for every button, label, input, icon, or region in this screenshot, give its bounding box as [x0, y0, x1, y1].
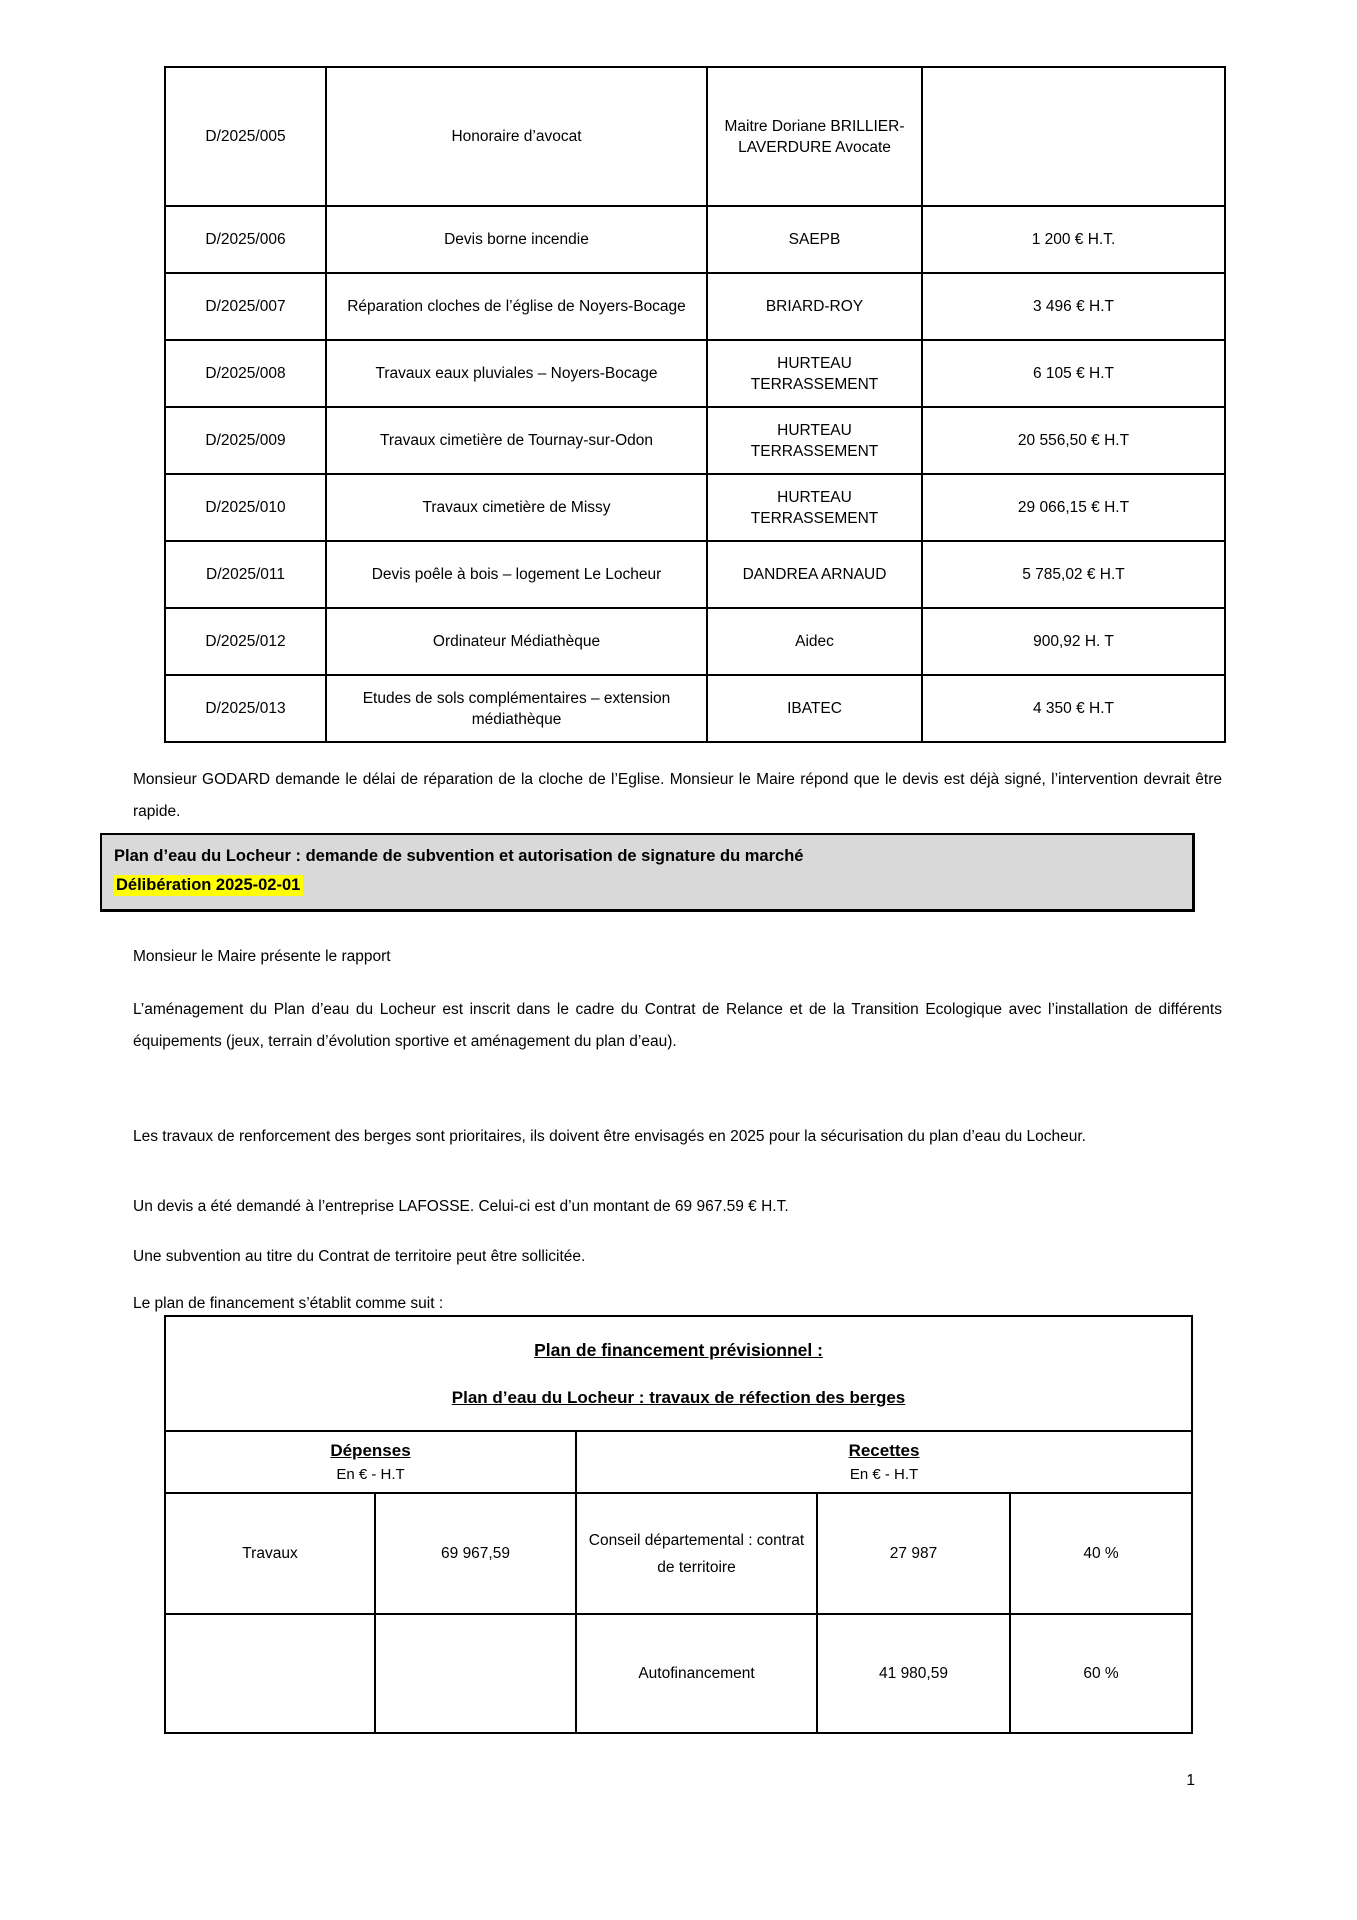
- depense-amount: [375, 1614, 576, 1733]
- financing-title-row: [165, 1316, 1192, 1431]
- financing-subtitle: Plan d’eau du Locheur : travaux de réfection des berges: [451, 1387, 906, 1407]
- decision-id: D/2025/008: [165, 340, 326, 407]
- decision-description: Devis borne incendie: [326, 206, 707, 273]
- decision-contractor: HURTEAU TERRASSEMENT: [707, 407, 922, 474]
- decision-contractor: SAEPB: [707, 206, 922, 273]
- decisions-table: [164, 66, 1226, 743]
- decision-id: D/2025/005: [165, 67, 326, 206]
- recettes-header-cell: [576, 1431, 1192, 1493]
- financing-row: [165, 1614, 1192, 1733]
- paragraph-devis: Un devis a été demandé à l’entreprise LAFOSSE. Celui-ci est d’un montant de 69 967.59 € H.T.: [133, 1197, 789, 1215]
- decision-amount: 6 105 € H.T: [922, 340, 1225, 407]
- table-row: [165, 340, 1225, 407]
- decision-amount: 900,92 H. T: [922, 608, 1225, 675]
- decision-amount: 1 200 € H.T.: [922, 206, 1225, 273]
- decision-id: D/2025/012: [165, 608, 326, 675]
- paragraph-berges: Les travaux de renforcement des berges sont prioritaires, ils doivent être envisagés en 2025 pour la sécurisation du plan d’eau du Locheur.: [133, 1127, 1086, 1145]
- financing-row: [165, 1493, 1192, 1614]
- decision-contractor: BRIARD-ROY: [707, 273, 922, 340]
- depense-amount: 69 967,59: [375, 1493, 576, 1614]
- decision-description: Honoraire d’avocat: [326, 67, 707, 206]
- decision-contractor: HURTEAU TERRASSEMENT: [707, 340, 922, 407]
- decision-contractor: IBATEC: [707, 675, 922, 742]
- decision-description: Réparation cloches de l’église de Noyers-Bocage: [326, 273, 707, 340]
- deliberation-line: [114, 871, 1180, 900]
- paragraph-godard: Monsieur GODARD demande le délai de réparation de la cloche de l’Eglise. Monsieur le Maire répond que le devis est déjà signé, l’intervention devrait être rapide.: [133, 770, 1222, 820]
- decision-amount: 3 496 € H.T: [922, 273, 1225, 340]
- decision-amount: [922, 67, 1225, 206]
- decision-description: Travaux eaux pluviales – Noyers-Bocage: [326, 340, 707, 407]
- table-row: [165, 273, 1225, 340]
- table-row: [165, 474, 1225, 541]
- recette-percent: 40 %: [1010, 1493, 1192, 1614]
- decision-description: Ordinateur Médiathèque: [326, 608, 707, 675]
- depenses-header-cell: [165, 1431, 576, 1493]
- table-row: [165, 67, 1225, 206]
- decision-id: D/2025/011: [165, 541, 326, 608]
- decision-id: D/2025/009: [165, 407, 326, 474]
- decision-amount: 29 066,15 € H.T: [922, 474, 1225, 541]
- recette-amount: 27 987: [817, 1493, 1010, 1614]
- financing-title: Plan de financement prévisionnel :: [534, 1339, 823, 1360]
- decision-id: D/2025/007: [165, 273, 326, 340]
- recettes-header: Recettes: [848, 1441, 920, 1460]
- depense-label: Travaux: [165, 1493, 375, 1614]
- decision-description: Travaux cimetière de Tournay-sur-Odon: [326, 407, 707, 474]
- decision-description: Devis poêle à bois – logement Le Locheur: [326, 541, 707, 608]
- decision-id: D/2025/010: [165, 474, 326, 541]
- decision-description: Travaux cimetière de Missy: [326, 474, 707, 541]
- deliberation-highlight: Délibération 2025-02-01: [114, 875, 303, 896]
- decision-id: D/2025/013: [165, 675, 326, 742]
- recette-percent: 60 %: [1010, 1614, 1192, 1733]
- decision-id: D/2025/006: [165, 206, 326, 273]
- financing-header-row: [165, 1431, 1192, 1493]
- recettes-unit: En € - H.T: [849, 1466, 919, 1483]
- table-row: [165, 541, 1225, 608]
- section-title: Plan d’eau du Locheur : demande de subvention et autorisation de signature du marché: [114, 847, 804, 865]
- table-row: [165, 206, 1225, 273]
- paragraph-rapport: Monsieur le Maire présente le rapport: [133, 947, 391, 965]
- table-row: [165, 407, 1225, 474]
- paragraph-plan-intro: Le plan de financement s’établit comme suit :: [133, 1294, 444, 1312]
- decision-amount: 5 785,02 € H.T: [922, 541, 1225, 608]
- financing-table: [164, 1315, 1193, 1734]
- recette-amount: 41 980,59: [817, 1614, 1010, 1733]
- paragraph-subvention: Une subvention au titre du Contrat de territoire peut être sollicitée.: [133, 1247, 586, 1265]
- depenses-unit: En € - H.T: [336, 1466, 405, 1483]
- table-row: [165, 608, 1225, 675]
- table-row: [165, 675, 1225, 742]
- decision-amount: 4 350 € H.T: [922, 675, 1225, 742]
- decision-contractor: HURTEAU TERRASSEMENT: [707, 474, 922, 541]
- paragraph-amenagement: L’aménagement du Plan d’eau du Locheur est inscrit dans le cadre du Contrat de Relance et de la Transition Ecologique avec l’installation de différents équipements (jeux, terrain d’évolution sportive et aménagement du plan d’eau).: [133, 1000, 1222, 1050]
- recette-label: Conseil départemental : contrat de territoire: [576, 1493, 817, 1614]
- decision-contractor: Aidec: [707, 608, 922, 675]
- decision-amount: 20 556,50 € H.T: [922, 407, 1225, 474]
- page-number: 1: [1186, 1772, 1195, 1789]
- decision-contractor: DANDREA ARNAUD: [707, 541, 922, 608]
- section-header: [100, 833, 1195, 912]
- depense-label: [165, 1614, 375, 1733]
- depenses-header: Dépenses: [330, 1441, 411, 1460]
- decision-contractor: Maitre Doriane BRILLIER-LAVERDURE Avocate: [707, 67, 922, 206]
- recette-label: Autofinancement: [576, 1614, 817, 1733]
- decision-description: Etudes de sols complémentaires – extension médiathèque: [326, 675, 707, 742]
- financing-title-cell: [165, 1316, 1192, 1431]
